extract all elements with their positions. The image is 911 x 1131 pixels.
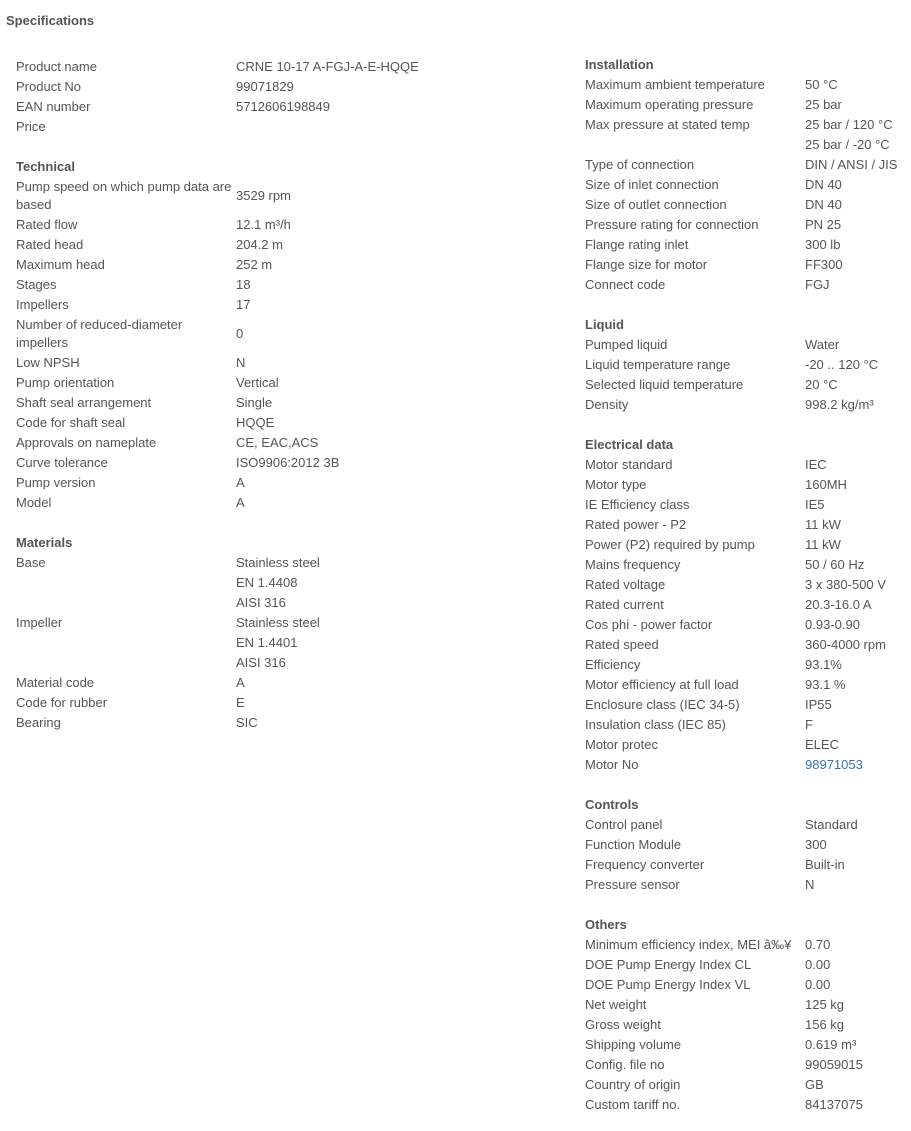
spec-label: Model xyxy=(16,495,52,510)
spec-label: Shipping volume xyxy=(585,1037,682,1052)
spec-label: Custom tariff no. xyxy=(585,1097,681,1112)
spec-label: Gross weight xyxy=(585,1017,661,1032)
spec-value: Stainless steel xyxy=(236,555,320,570)
spec-value: GB xyxy=(805,1077,824,1092)
spec-value: N xyxy=(236,355,246,370)
spec-value: F xyxy=(805,717,813,732)
spec-label: Motor standard xyxy=(585,457,673,472)
spec-label: Mains frequency xyxy=(585,557,681,572)
spec-value: 0.93-0.90 xyxy=(805,617,860,632)
spec-value: 160MH xyxy=(805,477,847,492)
spec-value: AISI 316 xyxy=(236,655,286,670)
spec-label: Pressure sensor xyxy=(585,877,680,892)
spec-value: 998.2 kg/m³ xyxy=(805,397,874,412)
spec-value: DN 40 xyxy=(805,177,842,192)
spec-value: 300 xyxy=(805,837,827,852)
spec-value: -20 .. 120 °C xyxy=(805,357,879,372)
spec-label: Base xyxy=(16,555,46,570)
spec-label: Enclosure class (IEC 34-5) xyxy=(585,697,740,712)
spec-value: Built-in xyxy=(805,857,845,872)
spec-label: Impellers xyxy=(16,297,69,312)
spec-value: PN 25 xyxy=(805,217,842,232)
spec-value: 99059015 xyxy=(805,1057,863,1072)
spec-label: Flange rating inlet xyxy=(585,237,689,252)
spec-value: A xyxy=(236,475,245,490)
spec-value: 11 kW xyxy=(805,517,841,532)
spec-label: Density xyxy=(585,397,629,412)
spec-value: CRNE 10-17 A-FGJ-A-E-HQQE xyxy=(236,59,419,74)
spec-label: DOE Pump Energy Index VL xyxy=(585,977,751,992)
spec-value: 84137075 xyxy=(805,1097,863,1112)
spec-label: Rated head xyxy=(16,237,84,252)
spec-value: 93.1% xyxy=(805,657,842,672)
spec-value: 17 xyxy=(236,297,251,312)
spec-label: Config. file no xyxy=(585,1057,665,1072)
spec-label: Control panel xyxy=(585,817,663,832)
spec-label: Minimum efficiency index, MEI â‰¥ xyxy=(585,937,792,952)
spec-value: 0.619 m³ xyxy=(805,1037,857,1052)
spec-label: Motor type xyxy=(585,477,647,492)
spec-label: Price xyxy=(16,119,46,134)
section-title-installation: Installation xyxy=(585,57,654,72)
spec-label: Flange size for motor xyxy=(585,257,708,272)
spec-value: 20 °C xyxy=(805,377,838,392)
spec-value: 0 xyxy=(236,326,244,341)
section-title-others: Others xyxy=(585,917,627,932)
motor-no-link[interactable]: 98971053 xyxy=(805,757,863,772)
spec-value: EN 1.4408 xyxy=(236,575,298,590)
spec-value: Stainless steel xyxy=(236,615,320,630)
spec-value: FGJ xyxy=(805,277,830,292)
spec-label: Maximum operating pressure xyxy=(585,97,754,112)
page-title: Specifications xyxy=(6,13,95,28)
spec-label: Power (P2) required by pump xyxy=(585,537,755,552)
section-title-materials: Materials xyxy=(16,535,73,550)
spec-value: 18 xyxy=(236,277,251,292)
spec-value: EN 1.4401 xyxy=(236,635,298,650)
spec-label: Product name xyxy=(16,59,97,74)
spec-value: 0.00 xyxy=(805,977,831,992)
spec-label: Cos phi - power factor xyxy=(585,617,713,632)
spec-value: SIC xyxy=(236,715,258,730)
spec-value: 0.70 xyxy=(805,937,831,952)
spec-label: Code for rubber xyxy=(16,695,108,710)
section-title-electrical-data: Electrical data xyxy=(585,437,674,452)
spec-value: 5712606198849 xyxy=(236,99,330,114)
spec-label: Rated voltage xyxy=(585,577,666,592)
spec-label: Low NPSH xyxy=(16,355,80,370)
spec-value: Standard xyxy=(805,817,858,832)
spec-value: N xyxy=(805,877,815,892)
spec-label: DOE Pump Energy Index CL xyxy=(585,957,752,972)
spec-label: Net weight xyxy=(585,997,647,1012)
spec-value: FF300 xyxy=(805,257,843,272)
spec-label: Size of inlet connection xyxy=(585,177,719,192)
spec-value: 93.1 % xyxy=(805,677,846,692)
spec-label: Stages xyxy=(16,277,57,292)
spec-label: Connect code xyxy=(585,277,666,292)
spec-value: 25 bar / -20 °C xyxy=(805,137,890,152)
spec-label: Approvals on nameplate xyxy=(16,435,157,450)
spec-label: Efficiency xyxy=(585,657,641,672)
spec-label: Shaft seal arrangement xyxy=(16,395,152,410)
spec-label: Frequency converter xyxy=(585,857,705,872)
spec-value: 25 bar xyxy=(805,97,842,112)
spec-value: Single xyxy=(236,395,273,410)
spec-label: Pump orientation xyxy=(16,375,115,390)
spec-value: E xyxy=(236,695,245,710)
spec-label: Material code xyxy=(16,675,95,690)
spec-value: DIN / ANSI / JIS xyxy=(805,157,898,172)
spec-label: Function Module xyxy=(585,837,682,852)
spec-label: IE Efficiency class xyxy=(585,497,690,512)
spec-value: A xyxy=(236,495,245,510)
spec-value: 3 x 380-500 V xyxy=(805,577,886,592)
spec-label: Motor No xyxy=(585,757,639,772)
spec-value: 50 / 60 Hz xyxy=(805,557,865,572)
spec-label: Bearing xyxy=(16,715,61,730)
spec-label: Maximum ambient temperature xyxy=(585,77,765,92)
spec-label: Pressure rating for connection xyxy=(585,217,759,232)
spec-value: Vertical xyxy=(236,375,279,390)
spec-label: EAN number xyxy=(16,99,91,114)
spec-label: Rated flow xyxy=(16,217,78,232)
spec-label: Selected liquid temperature xyxy=(585,377,744,392)
spec-value: 3529 rpm xyxy=(236,188,291,203)
spec-value: 252 m xyxy=(236,257,273,272)
spec-label: Maximum head xyxy=(16,257,105,272)
spec-value: DN 40 xyxy=(805,197,842,212)
spec-value: 0.00 xyxy=(805,957,831,972)
spec-value: CE, EAC,ACS xyxy=(236,435,319,450)
spec-label: Curve tolerance xyxy=(16,455,108,470)
spec-value: 12.1 m³/h xyxy=(236,217,291,232)
spec-value: 99071829 xyxy=(236,79,294,94)
spec-value: 20.3-16.0 A xyxy=(805,597,872,612)
section-title-liquid: Liquid xyxy=(585,317,624,332)
spec-label: Pump version xyxy=(16,475,96,490)
spec-value: 25 bar / 120 °C xyxy=(805,117,893,132)
spec-value: 125 kg xyxy=(805,997,845,1012)
spec-value: AISI 316 xyxy=(236,595,286,610)
spec-label: Rated power - P2 xyxy=(585,517,687,532)
section-title-technical: Technical xyxy=(16,159,76,174)
spec-value: 300 lb xyxy=(805,237,841,252)
spec-label: Motor efficiency at full load xyxy=(585,677,739,692)
spec-label: Size of outlet connection xyxy=(585,197,727,212)
spec-value: 50 °C xyxy=(805,77,838,92)
spec-value: IP55 xyxy=(805,697,832,712)
spec-label: Rated speed xyxy=(585,637,659,652)
spec-value: 156 kg xyxy=(805,1017,845,1032)
spec-value: ISO9906:2012 3B xyxy=(236,455,340,470)
spec-value: 360-4000 rpm xyxy=(805,637,886,652)
spec-value: Water xyxy=(805,337,840,352)
spec-label: Number of reduced-diameter impellers xyxy=(16,317,183,350)
spec-label: Pumped liquid xyxy=(585,337,668,352)
spec-label: Pump speed on which pump data are based xyxy=(16,179,232,212)
spec-value: A xyxy=(236,675,245,690)
spec-label: Rated current xyxy=(585,597,664,612)
spec-label: Product No xyxy=(16,79,82,94)
spec-label: Type of connection xyxy=(585,157,695,172)
spec-value: 204.2 m xyxy=(236,237,283,252)
spec-label: Liquid temperature range xyxy=(585,357,731,372)
spec-value: ELEC xyxy=(805,737,839,752)
spec-label: Country of origin xyxy=(585,1077,681,1092)
spec-label: Impeller xyxy=(16,615,63,630)
spec-label: Max pressure at stated temp xyxy=(585,117,750,132)
spec-value: 11 kW xyxy=(805,537,841,552)
spec-value: HQQE xyxy=(236,415,275,430)
spec-label: Motor protec xyxy=(585,737,658,752)
spec-label: Insulation class (IEC 85) xyxy=(585,717,726,732)
spec-value: IE5 xyxy=(805,497,825,512)
section-title-controls: Controls xyxy=(585,797,639,812)
spec-value: IEC xyxy=(805,457,827,472)
spec-label: Code for shaft seal xyxy=(16,415,126,430)
